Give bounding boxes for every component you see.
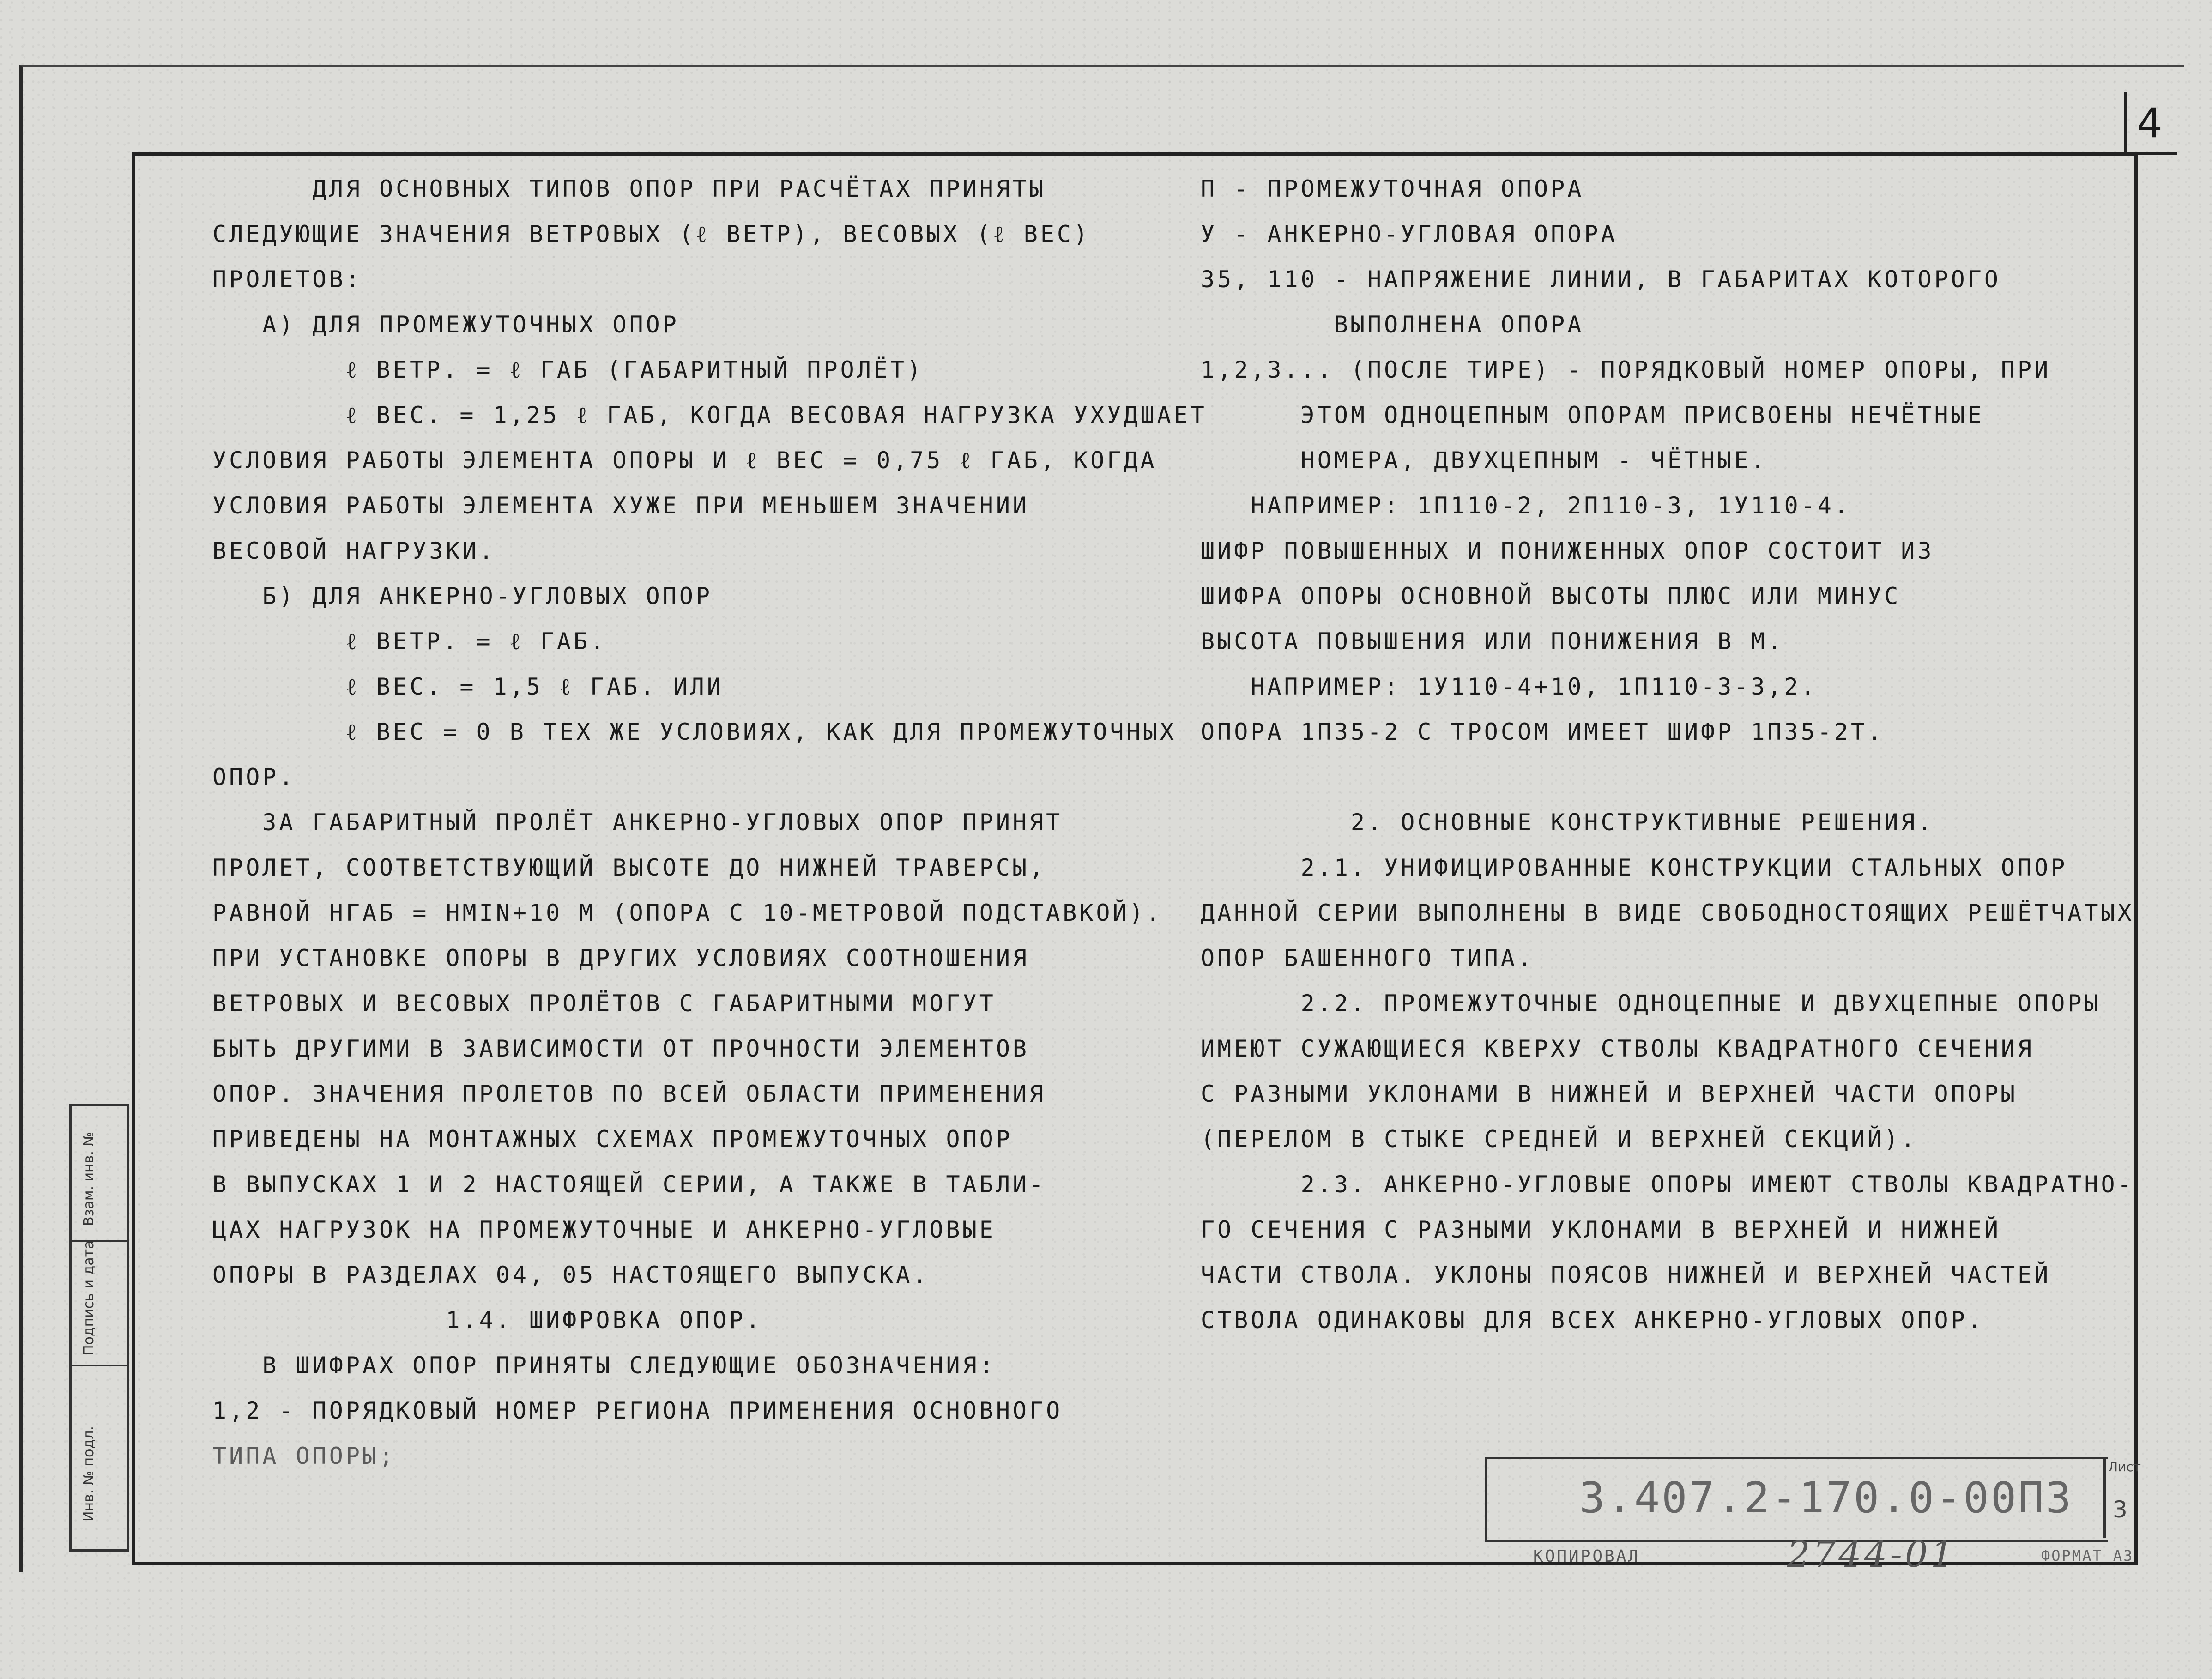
text-line: СТВОЛА ОДИНАКОВЫ ДЛЯ ВСЕХ АНКЕРНО-УГЛОВЫХ ОПОР. xyxy=(1201,1307,1984,1334)
text-line: ЗА ГАБАРИТНЫЙ ПРОЛЁТ АНКЕРНО-УГЛОВЫХ ОПОР ПРИНЯТ xyxy=(212,809,1063,836)
text-line: (ПЕРЕЛОМ В СТЫКЕ СРЕДНЕЙ И ВЕРХНЕЙ СЕКЦИЙ). xyxy=(1201,1126,1918,1153)
text-line: ПРОЛЕТОВ: xyxy=(212,266,363,293)
text-line: П - ПРОМЕЖУТОЧНАЯ ОПОРА xyxy=(1201,175,1584,202)
text-line: Б) ДЛЯ АНКЕРНО-УГЛОВЫХ ОПОР xyxy=(212,583,713,610)
text-line: НАПРИМЕР: 1П110-2, 2П110-3, 1У110-4. xyxy=(1201,492,1851,519)
document-code: 3.407.2-170.0-00ПЗ xyxy=(1579,1473,2073,1522)
text-line: ШИФРА ОПОРЫ ОСНОВНОЙ ВЫСОТЫ ПЛЮС ИЛИ МИНУС xyxy=(1201,583,1901,610)
text-line: 35, 110 - НАПРЯЖЕНИЕ ЛИНИИ, В ГАБАРИТАХ КОТОРОГО xyxy=(1201,266,2001,293)
text-line: ОПОРЫ В РАЗДЕЛАХ 04, 05 НАСТОЯЩЕГО ВЫПУСКА. xyxy=(212,1262,930,1288)
text-line: ОПОР. ЗНАЧЕНИЯ ПРОЛЕТОВ ПО ВСЕЙ ОБЛАСТИ ПРИМЕНЕНИЯ xyxy=(212,1081,1046,1107)
text-line: ЧАСТИ СТВОЛА. УКЛОНЫ ПОЯСОВ НИЖНЕЙ И ВЕРХНЕЙ ЧАСТЕЙ xyxy=(1201,1262,2051,1288)
text-line: 2.3. АНКЕРНО-УГЛОВЫЕ ОПОРЫ ИМЕЮТ СТВОЛЫ КВАДРАТНО- xyxy=(1201,1171,2134,1198)
text-line: ТИПА ОПОРЫ; xyxy=(212,1443,396,1469)
text-line: ℓ ВЕТР. = ℓ ГАБ. xyxy=(212,628,607,655)
text-line: ℓ ВЕС. = 1,5 ℓ ГАБ. ИЛИ xyxy=(212,673,724,700)
text-line: УСЛОВИЯ РАБОТЫ ЭЛЕМЕНТА ОПОРЫ И ℓ ВЕС = 0,75 ℓ ГАБ, КОГДА xyxy=(212,447,1157,474)
copied-by-note: КОПИРОВАЛ xyxy=(1533,1547,1640,1566)
text-line: ОПОР БАШЕННОГО ТИПА. xyxy=(1201,945,1535,972)
text-line: 2.1. УНИФИЦИРОВАННЫЕ КОНСТРУКЦИИ СТАЛЬНЫХ ОПОР xyxy=(1201,854,2068,881)
text-line: ℓ ВЕС. = 1,25 ℓ ГАБ, КОГДА ВЕСОВАЯ НАГРУЗКА УХУДШАЕТ xyxy=(212,402,1207,429)
text-line: ИМЕЮТ СУЖАЮЩИЕСЯ КВЕРХУ СТВОЛЫ КВАДРАТНОГО СЕЧЕНИЯ xyxy=(1201,1035,2035,1062)
side-stamp-original-no: Инв. № подл. xyxy=(81,1426,97,1522)
sheet-label: Лист xyxy=(2108,1459,2141,1474)
text-line: НОМЕРА, ДВУХЦЕПНЫМ - ЧЁТНЫЕ. xyxy=(1201,447,1768,474)
text-line: 2.2. ПРОМЕЖУТОЧНЫЕ ОДНОЦЕПНЫЕ И ДВУХЦЕПНЫЕ ОПОРЫ xyxy=(1201,990,2101,1017)
text-line: А) ДЛЯ ПРОМЕЖУТОЧНЫХ ОПОР xyxy=(212,311,679,338)
text-line: НАПРИМЕР: 1У110-4+10, 1П110-3-3,2. xyxy=(1201,673,1818,700)
text-line: ГО СЕЧЕНИЯ С РАЗНЫМИ УКЛОНАМИ В ВЕРХНЕЙ И НИЖНЕЙ xyxy=(1201,1216,2001,1243)
text-line: СЛЕДУЮЩИЕ ЗНАЧЕНИЯ ВЕТРОВЫХ (ℓ ВЕТР), ВЕСОВЫХ (ℓ ВЕС) xyxy=(212,221,1091,248)
text-line: ПРОЛЕТ, СООТВЕТСТВУЮЩИЙ ВЫСОТЕ ДО НИЖНЕЙ ТРАВЕРСЫ, xyxy=(212,854,1046,881)
text-line: ВЫПОЛНЕНА ОПОРА xyxy=(1201,311,1584,338)
text-line: ШИФР ПОВЫШЕННЫХ И ПОНИЖЕННЫХ ОПОР СОСТОИТ ИЗ xyxy=(1201,538,1934,564)
text-line: 1,2 - ПОРЯДКОВЫЙ НОМЕР РЕГИОНА ПРИМЕНЕНИЯ ОСНОВНОГО xyxy=(212,1397,1063,1424)
text-line: ПРИВЕДЕНЫ НА МОНТАЖНЫХ СХЕМАХ ПРОМЕЖУТОЧНЫХ ОПОР xyxy=(212,1126,1013,1153)
text-line: ОПОРА 1П35-2 С ТРОСОМ ИМЕЕТ ШИФР 1П35-2Т. xyxy=(1201,719,1885,745)
text-line: ЦАХ НАГРУЗОК НА ПРОМЕЖУТОЧНЫЕ И АНКЕРНО-УГЛОВЫЕ xyxy=(212,1216,996,1243)
text-line: В ВЫПУСКАХ 1 И 2 НАСТОЯЩЕЙ СЕРИИ, А ТАКЖЕ В ТАБЛИ- xyxy=(212,1171,1046,1198)
page-number: 4 xyxy=(2137,99,2163,147)
text-line: В ШИФРАХ ОПОР ПРИНЯТЫ СЛЕДУЮЩИЕ ОБОЗНАЧЕНИЯ: xyxy=(212,1352,996,1379)
side-stamp xyxy=(69,1104,129,1552)
text-line: ВЕТРОВЫХ И ВЕСОВЫХ ПРОЛЁТОВ С ГАБАРИТНЫМИ МОГУТ xyxy=(212,990,996,1017)
text-line: 1.4. ШИФРОВКА ОПОР. xyxy=(212,1307,763,1334)
side-stamp-signature-date: Подпись и дата xyxy=(81,1240,97,1355)
text-line: ДЛЯ ОСНОВНЫХ ТИПОВ ОПОР ПРИ РАСЧЁТАХ ПРИНЯТЫ xyxy=(212,175,1046,202)
text-line: ВЕСОВОЙ НАГРУЗКИ. xyxy=(212,538,496,564)
right-text-column xyxy=(1201,166,2133,1343)
text-line: У - АНКЕРНО-УГЛОВАЯ ОПОРА xyxy=(1201,221,1618,248)
sheet-number: 3 xyxy=(2113,1496,2127,1523)
text-line: ℓ ВЕТР. = ℓ ГАБ (ГАБАРИТНЫЙ ПРОЛЁТ) xyxy=(212,356,924,383)
format-note: ФОРМАТ А3 xyxy=(2041,1547,2134,1564)
text-line: ВЫСОТА ПОВЫШЕНИЯ ИЛИ ПОНИЖЕНИЯ В М. xyxy=(1201,628,1784,655)
text-line: ЭТОМ ОДНОЦЕПНЫМ ОПОРАМ ПРИСВОЕНЫ НЕЧЁТНЫЕ xyxy=(1201,402,1984,429)
side-stamp-divider xyxy=(72,1240,127,1242)
text-line: УСЛОВИЯ РАБОТЫ ЭЛЕМЕНТА ХУЖЕ ПРИ МЕНЬШЕМ ЗНАЧЕНИИ xyxy=(212,492,1030,519)
side-stamp-divider xyxy=(72,1365,127,1366)
handwritten-number: 2744-01 xyxy=(1787,1534,1957,1576)
text-line: ПРИ УСТАНОВКЕ ОПОРЫ В ДРУГИХ УСЛОВИЯХ СООТНОШЕНИЯ xyxy=(212,945,1030,972)
text-line: 1,2,3... (ПОСЛЕ ТИРЕ) - ПОРЯДКОВЫЙ НОМЕР ОПОРЫ, ПРИ xyxy=(1201,356,2051,383)
text-line: ДАННОЙ СЕРИИ ВЫПОЛНЕНЫ В ВИДЕ СВОБОДНОСТОЯЩИХ РЕШЁТЧАТЫХ xyxy=(1201,900,2134,926)
text-line: ОПОР. xyxy=(212,764,296,791)
text-line: БЫТЬ ДРУГИМИ В ЗАВИСИМОСТИ ОТ ПРОЧНОСТИ ЭЛЕМЕНТОВ xyxy=(212,1035,1030,1062)
text-line xyxy=(1201,755,2133,800)
text-line: ℓ ВЕС = 0 В ТЕХ ЖЕ УСЛОВИЯХ, КАК ДЛЯ ПРОМЕЖУТОЧНЫХ xyxy=(212,719,1177,745)
text-line: РАВНОЙ НГАБ = НMIN+10 М (ОПОРА С 10-МЕТРОВОЙ ПОДСТАВКОЙ). xyxy=(212,900,1163,926)
text-line: 2. ОСНОВНЫЕ КОНСТРУКТИВНЫЕ РЕШЕНИЯ. xyxy=(1201,809,1934,836)
text-line: С РАЗНЫМИ УКЛОНАМИ В НИЖНЕЙ И ВЕРХНЕЙ ЧАСТИ ОПОРЫ xyxy=(1201,1081,2018,1107)
left-text-column xyxy=(212,166,1207,1479)
side-stamp-inv-no: Взам. инв. № xyxy=(81,1132,97,1226)
